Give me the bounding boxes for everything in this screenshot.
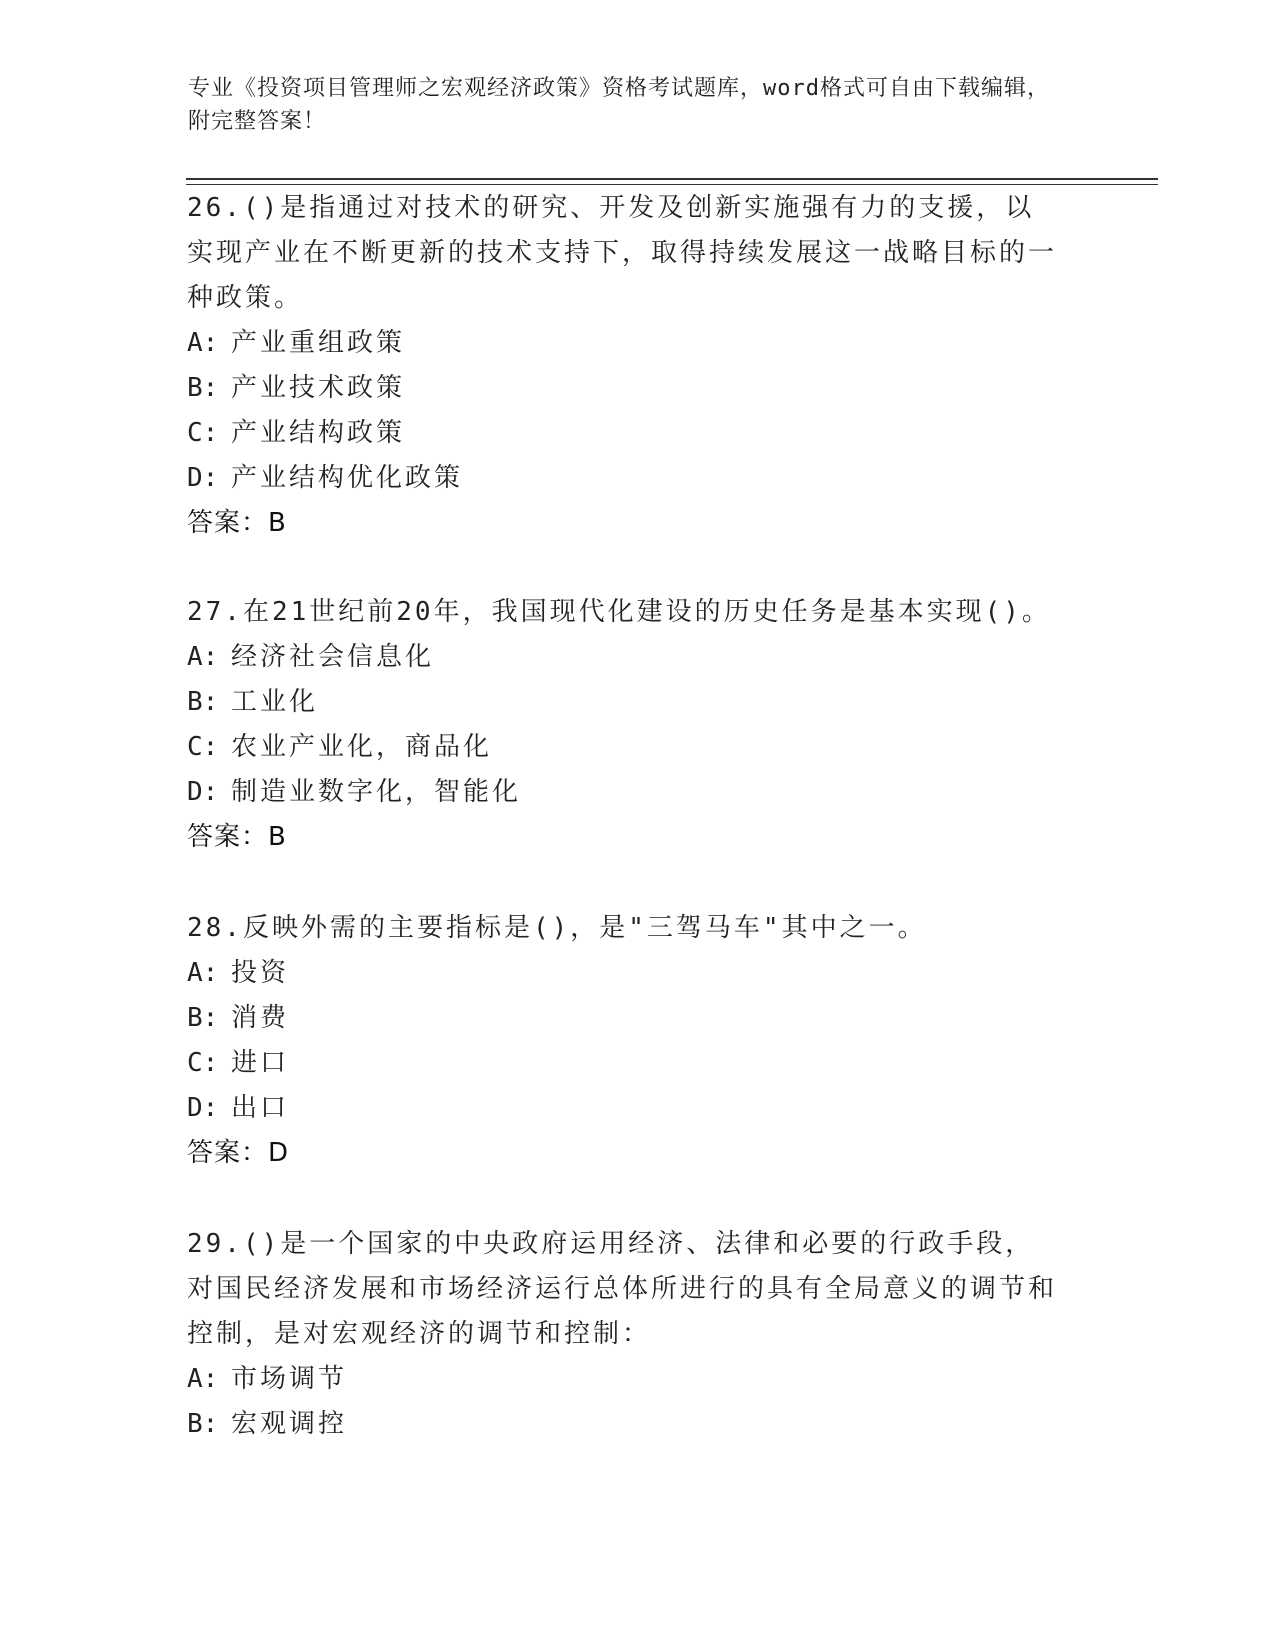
option-a: A: 产业重组政策 [187, 328, 406, 358]
document-header: 专业《投资项目管理师之宏观经济政策》资格考试题库，word格式可自由下载编辑，附完整答案！ [188, 76, 1050, 134]
option-b: B: 消费 [187, 1003, 290, 1033]
option-a: A: 投资 [187, 958, 290, 988]
option-d: D: 产业结构优化政策 [187, 463, 464, 493]
question-26 [187, 186, 1087, 546]
question-stem: 27.在21世纪前20年，我国现代化建设的历史任务是基本实现()。 [187, 597, 1051, 627]
answer: 答案：B [187, 822, 287, 852]
question-stem: 28.反映外需的主要指标是()，是"三驾马车"其中之一。 [187, 913, 927, 943]
option-d: D: 出口 [187, 1093, 290, 1123]
option-b: B: 产业技术政策 [187, 373, 406, 403]
option-c: C: 产业结构政策 [187, 418, 406, 448]
question-29 [187, 1222, 1087, 1447]
option-d: D: 制造业数字化，智能化 [187, 777, 522, 807]
question-stem: 26.()是指通过对技术的研究、开发及创新实施强有力的支援，以实现产业在不断更新的技术支持下，取得持续发展这一战略目标的一种政策。 [187, 193, 1058, 313]
question-stem: 29.()是一个国家的中央政府运用经济、法律和必要的行政手段，对国民经济发展和市场经济运行总体所进行的具有全局意义的调节和控制，是对宏观经济的调节和控制： [187, 1229, 1058, 1349]
answer: 答案：D [187, 1138, 290, 1168]
option-c: C: 农业产业化，商品化 [187, 732, 493, 762]
option-b: B: 工业化 [187, 687, 319, 717]
option-b: B: 宏观调控 [187, 1409, 348, 1439]
question-28 [187, 906, 1087, 1176]
header-divider-thick [186, 178, 1158, 180]
option-c: C: 进口 [187, 1048, 290, 1078]
option-a: A: 市场调节 [187, 1364, 348, 1394]
header-divider-thin [186, 184, 1158, 185]
question-27 [187, 590, 1087, 860]
answer: 答案：B [187, 508, 287, 538]
option-a: A: 经济社会信息化 [187, 642, 435, 672]
